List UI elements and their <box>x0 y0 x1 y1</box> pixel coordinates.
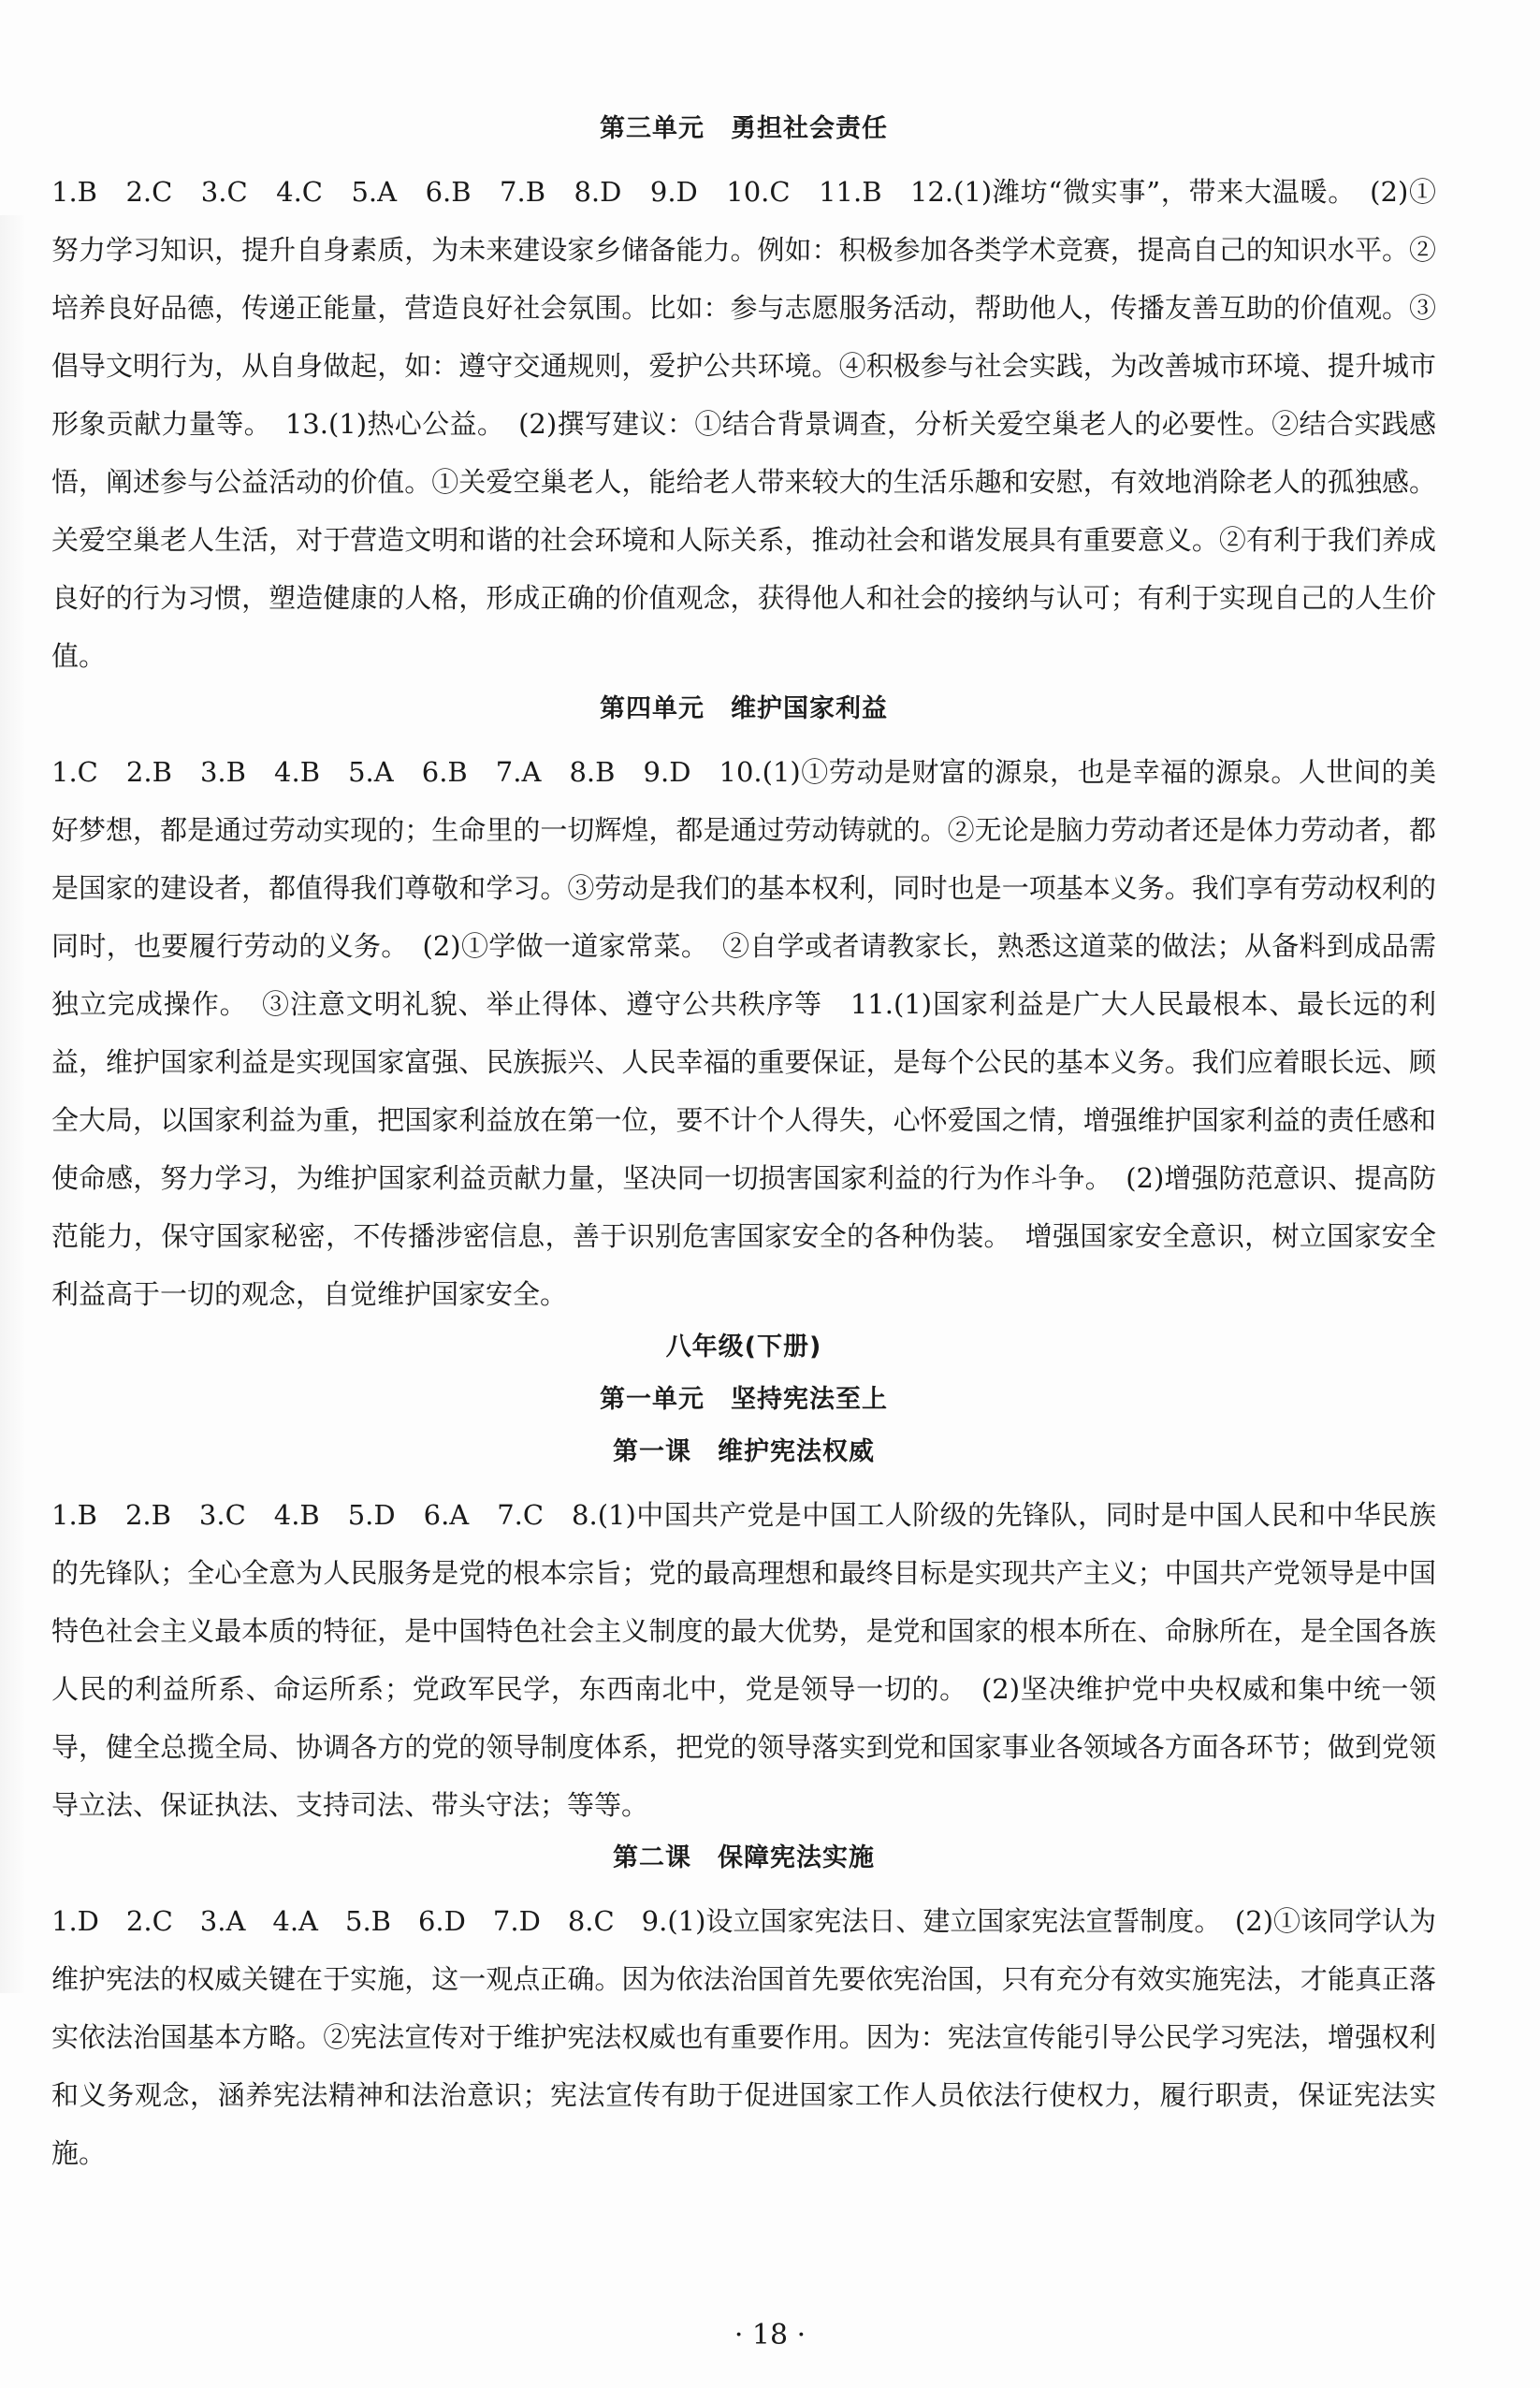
unit-4-heading: 第四单元 维护国家利益 <box>600 694 888 723</box>
lesson-1-heading: 第一课 维护宪法权威 <box>613 1437 875 1466</box>
page-number: · 18 · <box>734 2319 806 2352</box>
unit-1-heading: 第一单元 坚持宪法至上 <box>600 1385 888 1414</box>
unit-4-answers: 1.C 2.B 3.B 4.B 5.A 6.B 7.A 8.B 9.D 10.(1)①劳动是财富的源泉，也是幸福的源泉。人世间的美好梦想，都是通过劳动实现的；生命里的一切辉煌，都是通过劳动铸就的。②无论是脑力劳动者还是体力劳动者，都是国家的建设者，都值得我们尊敬和学习。③劳动是我们的基本权利，同时也是一项基本义务。我们享有劳动权利的同时，也要履行劳动的义务。 (2)①学做一道家常菜。 ②自学或者请教家长，熟悉这道菜的做法；从备料到成品需独立完成操作。 ③注意文明礼貌、举止得体、遵守公共秩序等 11.(1)国家利益是广大人民最根本、最长远的利益，维护国家利益是实现国家富强、民族振兴、人民幸福的重要保证，是每个公民的基本义务。我们应着眼长远、顾全大局，以国家利益为重，把国家利益放在第一位，要不计个人得失，心怀爱国之情，增强维护国家利益的责任感和使命感，努力学习，为维护国家利益贡献力量，坚决同一切损害国家利益的行为作斗争。 (2)增强防范意识、提高防范能力，保守国家秘密，不传播涉密信息，善于识别危害国家安全的各种伪装。 增强国家安全意识，树立国家安全利益高于一切的观念，自觉维护国家安全。 <box>51 756 1436 1310</box>
lesson-1-answers: 1.B 2.B 3.C 4.B 5.D 6.A 7.C 8.(1)中国共产党是中国工人阶级的先锋队，同时是中国人民和中华民族的先锋队；全心全意为人民服务是党的根本宗旨；党的最高理想和最终目标是实现共产主义；中国共产党领导是中国特色社会主义最本质的特征，是中国特色社会主义制度的最大优势，是党和国家的根本所在、命脉所在，是全国各族人民的利益所系、命运所系；党政军民学，东西南北中，党是领导一切的。 (2)坚决维护党中央权威和集中统一领导，健全总揽全局、协调各方的党的领导制度体系，把党的领导落实到党和国家事业各领域各方面各环节；做到党领导立法、保证执法、支持司法、带头守法；等等。 <box>51 1499 1436 1821</box>
lesson-2-answers: 1.D 2.C 3.A 4.A 5.B 6.D 7.D 8.C 9.(1)设立国家宪法日、建立国家宪法宣誓制度。 (2)①该同学认为维护宪法的权威关键在于实施，这一观点正确。因为依法治国首先要依宪治国，只有充分有效实施宪法，才能真正落实依法治国基本方略。②宪法宣传对于维护宪法权威也有重要作用。因为：宪法宣传能引导公民学习宪法，增强权利和义务观念，涵养宪法精神和法治意识；宪法宣传有助于促进国家工作人员依法行使权力，履行职责，保证宪法实施。 <box>51 1905 1437 2169</box>
lesson-2-heading: 第二课 保障宪法实施 <box>613 1843 875 1872</box>
grade-heading: 八年级(下册) <box>665 1332 822 1361</box>
unit-3-heading: 第三单元 勇担社会责任 <box>600 114 888 143</box>
page-content <box>51 110 1436 2188</box>
binding-edge-shadow <box>0 215 24 1993</box>
unit-3-answers: 1.B 2.C 3.C 4.C 5.A 6.B 7.B 8.D 9.D 10.C 11.B 12.(1)潍坊“微实事”，带来大温暖。 (2)①努力学习知识，提升自身素质，为未来建设家乡储备能力。例如：积极参加各类学术竞赛，提高自己的知识水平。②培养良好品德，传递正能量，营造良好社会氛围。比如：参与志愿服务活动，帮助他人，传播友善互助的价值观。③倡导文明行为，从自身做起，如：遵守交通规则，爱护公共环境。④积极参与社会实践，为改善城市环境、提升城市形象贡献力量等。 13.(1)热心公益。 (2)撰写建议：①结合背景调查，分析关爱空巢老人的必要性。②结合实践感悟，阐述参与公益活动的价值。①关爱空巢老人，能给老人带来较大的生活乐趣和安慰，有效地消除老人的孤独感。关爱空巢老人生活，对于营造文明和谐的社会环境和人际关系，推动社会和谐发展具有重要意义。②有利于我们养成良好的行为习惯，塑造健康的人格，形成正确的价值观念，获得他人和社会的接纳与认可；有利于实现自己的人生价值。 <box>51 176 1436 672</box>
